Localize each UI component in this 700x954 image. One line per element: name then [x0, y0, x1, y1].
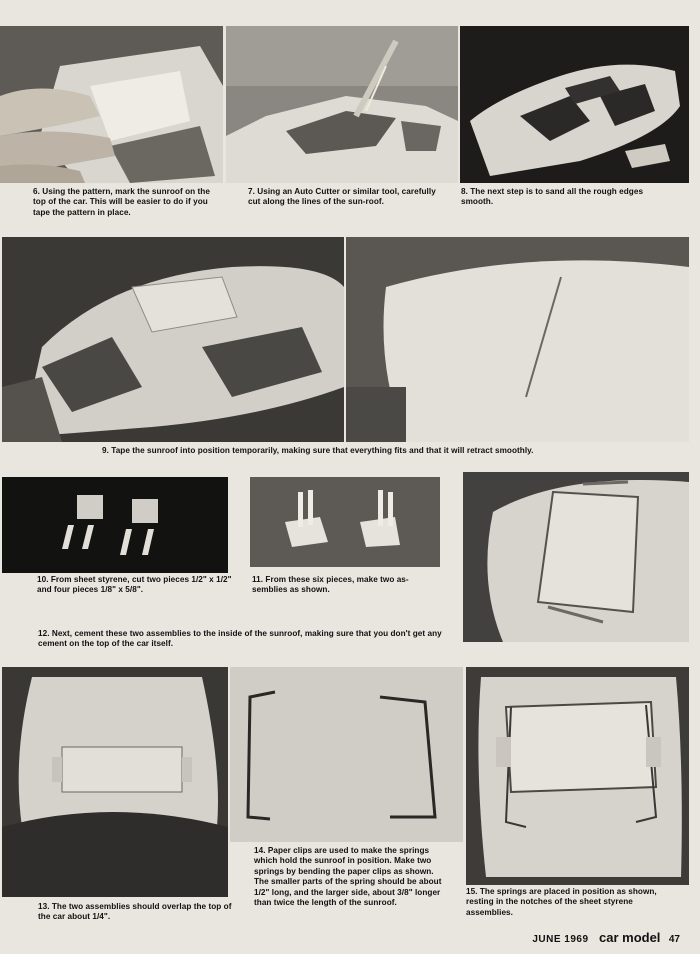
photo-step12-assemblies-cemented	[463, 472, 689, 642]
photo-step9-sunroof-taped-wide	[2, 237, 344, 442]
photo-step7-cutting-sunroof	[226, 26, 458, 183]
caption-step15: 15. The springs are placed in position as shown, resting in the notches of the sheet styrene assemblies.	[466, 887, 657, 917]
page-footer	[532, 929, 680, 947]
caption-step9: 9. Tape the sunroof into position temporarily, making sure that everything fits and that it will retract smoothly.	[102, 446, 534, 455]
photo-step11-assemblies	[250, 477, 440, 567]
caption-step6: 6. Using the pattern, mark the sunroof on the top of the car. This will be easier to do if you tape the pattern in place.	[33, 187, 210, 217]
photo-step15-springs-in-place	[466, 667, 689, 885]
photo-step10-styrene-pieces	[2, 477, 228, 573]
caption-step7: 7. Using an Auto Cutter or similar tool, carefully cut along the lines of the sun-roof.	[248, 187, 436, 207]
caption-step8: 8. The next step is to sand all the rough edges smooth.	[461, 187, 644, 207]
footer-page-number: 47	[668, 934, 680, 945]
photo-step8-sanding-edges	[460, 26, 689, 183]
photo-step13-assemblies-overlap	[2, 667, 228, 897]
footer-date: JUNE 1969	[532, 934, 589, 945]
caption-step13: 13. The two assemblies should overlap the top of the car about 1/4".	[38, 902, 232, 922]
caption-step10: 10. From sheet styrene, cut two pieces 1/2" x 1/2" and four pieces 1/8" x 5/8".	[37, 575, 232, 595]
caption-step12: 12. Next, cement these two assemblies to the inside of the sunroof, making sure that you don't get any cement on the top of the car itself.	[38, 629, 442, 649]
photo-step6-marking-sunroof	[0, 26, 223, 183]
photo-step14-paperclip-springs	[230, 667, 463, 842]
photo-step9-sunroof-closeup	[346, 237, 689, 442]
caption-step11: 11. From these six pieces, make two as-semblies as shown.	[252, 575, 409, 595]
caption-step14: 14. Paper clips are used to make the springs which hold the sunroof in position. Make two springs by bending the paper clips as shown. The smaller parts of the spring should be about 1/2" long, and the larger side, about 3/8" longer than twice the length of the sunroof.	[254, 846, 442, 908]
footer-magazine-name: car model	[599, 930, 661, 945]
